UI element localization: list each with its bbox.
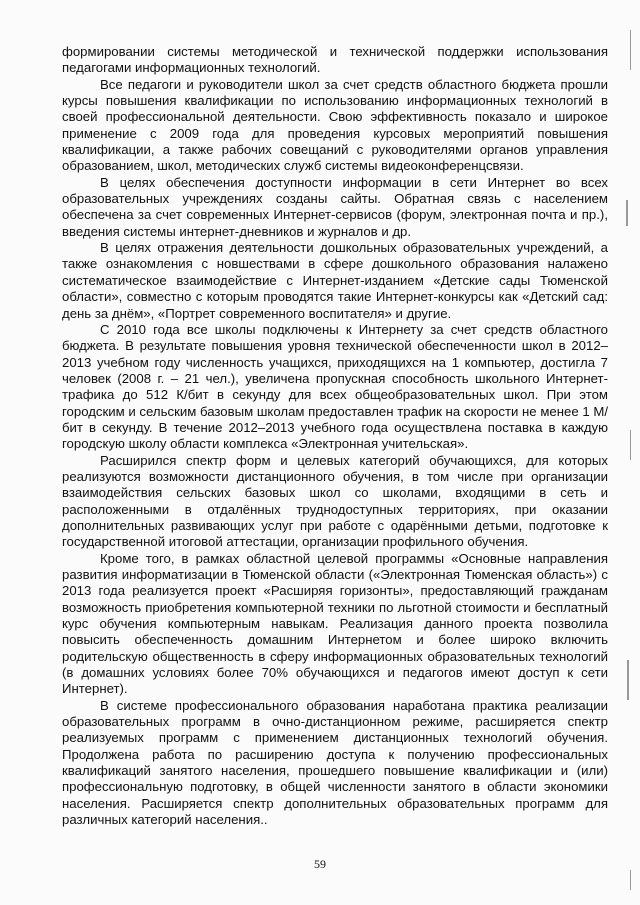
page-number: 59 (314, 857, 326, 871)
scan-artifact (627, 660, 629, 700)
scan-artifact (630, 30, 631, 70)
paragraph-6: Расширился спектр форм и целевых категорий обучающихся, для которых реализуются возможности дистанционного обучения, в том числе при организации взаимодействия сельских базовых школ со школами, входящими в сеть и расположенными в отдалённых труднодоступных территориях, при оказании дополнительных развивающих услуг при работе с одарёнными детьми, подготовке к государственной итоговой аттестации, организации профильного обучения. (62, 452, 608, 550)
scan-artifact (630, 430, 631, 460)
paragraph-5: С 2010 года все школы подключены к Интернету за счет средств областного бюджета. В результате повышения уровня технической обеспеченности школ в 2012–2013 учебном году численность учащихся, приходящихся на 1 компьютер, достигла 7 человек (2008 г. – 21 чел.), увеличена пропускная способность школьного Интернет-трафика до 512 К/бит в секунду для всех общеобразовательных школ. При этом городским и сельским базовым школам предоставлен трафик на скорости не менее 1 М/бит в секунду. В течение 2012–2013 учебного года осуществлена поставка в каждую городскую школу области комплекса «Электронная учительская». (62, 321, 608, 452)
body-text (62, 44, 608, 829)
paragraph-1: формировании системы методической и технической поддержки использования педагогами информационных технологий. (62, 44, 608, 76)
scan-artifact (630, 870, 631, 890)
paragraph-4: В целях отражения деятельности дошкольных образовательных учреждений, а также ознакомления с новшествами в сфере дошкольного образования налажено систематическое взаимодействие с Интернет-изданием «Детские сады Тюменской области», совместно с которым проводятся такие Интернет-конкурсы как «Детский сад: день за днём», «Портрет современного воспитателя» и другие. (62, 240, 608, 321)
paragraph-8: В системе профессионального образования наработана практика реализации образовательных программ в очно-дистанционном режиме, расширяется спектр реализуемых программ с применением дистанционных технологий обучения. Продолжена работа по расширению доступа к получению профессиональных квалификаций занятого населения, прошедшего повышение квалификации и (или) профессиональную подготовку, в общей численности занятого в области экономики населения. Расширяется спектр дополнительных образовательных программ для различных категорий населения.. (62, 697, 608, 828)
paragraph-2: Все педагоги и руководители школ за счет средств областного бюджета прошли курсы повышения квалификации по использованию информационных технологий в своей профессиональной деятельности. Свою эффективность показало и широкое применение с 2009 года для проведения курсовых мероприятий повышения квалификации, а также рабочих совещаний с руководителями органов управления образованием, школ, методических служб системы видеоконференцсвязи. (62, 76, 608, 174)
paragraph-7: Кроме того, в рамках областной целевой программы «Основные направления развития информатизации в Тюменской области («Электронная Тюменская область») с 2013 года реализуется проект «Расширяя горизонты», предоставляющий гражданам возможность приобретения компьютерной техники по льготной стоимости и бесплатный курс обучения компьютерным навыкам. Реализация данного проекта позволила повысить обеспеченность домашним Интернетом и более широко включить родительскую общественность в сферу информационных образовательных технологий (в домашних условиях более 70% обучающихся и педагогов имеют доступ к сети Интернет). (62, 550, 608, 697)
paragraph-3: В целях обеспечения доступности информации в сети Интернет во всех образовательных учреждениях созданы сайты. Обратная связь с населением обеспечена за счет современных Интернет-сервисов (форум, электронная почта и пр.), введения системы интернет-дневников и журналов и др. (62, 174, 608, 239)
scan-artifact (626, 200, 628, 226)
